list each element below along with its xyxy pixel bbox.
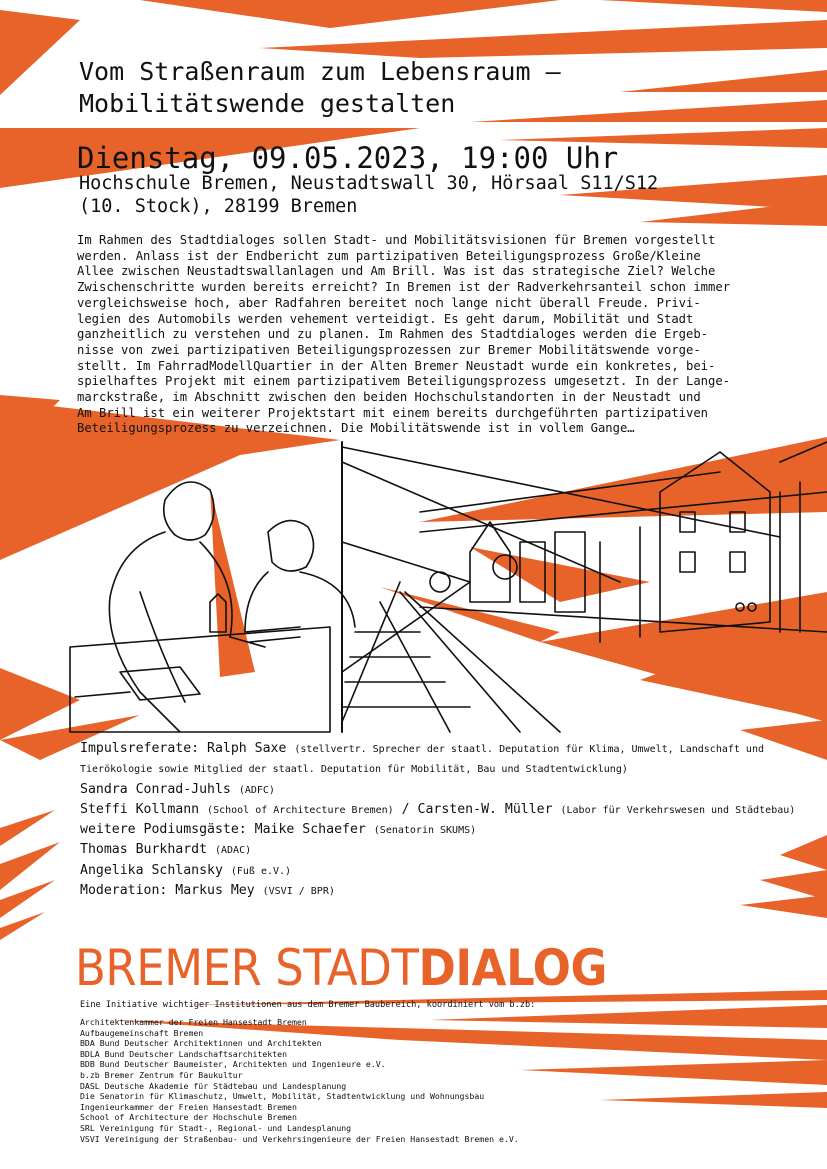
- institution-item: Die Senatorin für Klimaschutz, Umwelt, Mobilität, Stadtentwicklung und Wohnungsbau: [80, 1091, 485, 1102]
- speaker-affiliation: (ADFC): [238, 784, 275, 796]
- page-title: Vom Straßenraum zum Lebensraum – Mobilitätswende gestalten: [79, 57, 561, 118]
- intro-text: Im Rahmen des Stadtdialoges sollen Stadt- und Mobilitätsvisionen für Bremen vorgestellt werden. Anlass ist der Endbericht zum partizipativen Beteiligungsprozess Große/Kleine Allee zwischen Neustadtswallanlagen und Am Brill. Was ist das strategische Ziel? Welche Zwischenschritte wurden bereits erreicht? In Bremen ist der Radverkehrsanteil schon immer vergleichsweise hoch, aber Radfahren bereitet noch lange nicht überall Freude. Privi- legien des Automobils werden vehement verteidigt. Es geht darum, Mobilität und Stadt ganzheitlich zu verstehen und zu planen. Im Rahmen des Stadtdialoges werden die Ergeb- nisse von zwei partizipativen Beteiligungsprozessen zur Bremer Mobilitätswende vorge- stellt. Im FahrradModellQuartier in der Alten Bremer Neustadt wurde ein konkretes, bei- spielhaftes Projekt mit einem partizipativem Beteiligungsprozess umgesetzt. In der Lange- marckstraße, im Abschnitt zwischen den beiden Hochschulstandorten in der Neustadt und Am Brill ist ein weiterer Projektstart mit einem bereits durchgeführten partizipativen Beteiligungsprozess zu verzeichnen. Die Mobilitätswende ist in vollem Gange…: [77, 233, 731, 436]
- institution-item: Architektenkammer der Freien Hansestadt Bremen: [80, 1017, 307, 1027]
- light-beam-sky: [420, 437, 827, 522]
- institution-item: VSVI Vereinigung der Straßenbau- und Verkehrsingenieure der Freien Hansestadt Bremen e.V.: [80, 1133, 519, 1144]
- speaker-affiliation: (School of Architecture Bremen): [207, 804, 394, 816]
- speaker-name: Impulsreferate: Ralph Saxe: [80, 741, 287, 756]
- table-surface: [70, 627, 330, 732]
- institution-item: BDLA Bund Deutscher Landschaftsarchitekten: [80, 1048, 288, 1059]
- bremer-stadtdialog-logo: [75, 936, 607, 1000]
- speaker-entry: [80, 780, 800, 800]
- logo-part-light: BREMER STADT: [75, 939, 419, 997]
- speaker-entry: [80, 739, 800, 780]
- speaker-affiliation: (VSVI / BPR): [262, 886, 335, 898]
- institution-item: BDB Bund Deutscher Baumeister, Architekten und Ingenieure e.V.: [80, 1059, 386, 1070]
- institution-item: DASL Deutsche Akademie für Städtebau und Landesplanung: [80, 1080, 347, 1091]
- speaker-affiliation: (stellvertr. Sprecher der staatl. Deputation für Klima, Umwelt, Landschaft und Tierökologie sowie Mitglied der staatl. Deputation für Mobilität, Bau und Stadtentwicklung): [80, 744, 764, 776]
- institution-item: Ingenieurkammer der Freien Hansestadt Bremen: [80, 1101, 297, 1112]
- institution-item: Aufbaugemeinschaft Bremen: [80, 1027, 204, 1038]
- speaker-affiliation: (Labor für Verkehrswesen und Städtebau): [560, 804, 796, 816]
- event-venue: Hochschule Bremen, Neustadtswall 30, Hörsaal S11/S12 (10. Stock), 28199 Bremen: [79, 173, 659, 217]
- institution-item: b.zb Bremer Zentrum für Baukultur: [80, 1069, 243, 1080]
- speaker-name: Steffi Kollmann: [80, 801, 200, 817]
- speaker-name: weitere Podiumsgäste: Maike Schaefer: [80, 822, 366, 838]
- light-beam-left: [210, 487, 255, 677]
- speaker-name: Angelika Schlansky: [80, 862, 223, 878]
- speaker-entry: [80, 820, 800, 840]
- person-head-left: [164, 482, 214, 540]
- speaker-name: Sandra Conrad-Juhls: [80, 781, 231, 797]
- speaker-list: [80, 739, 800, 901]
- speaker-name: Carsten-W. Müller: [417, 801, 553, 817]
- speaker-separator: /: [401, 801, 410, 817]
- speaker-name: Thomas Burkhardt: [80, 842, 208, 858]
- speaker-affiliation: (Senatorin SKUMS): [373, 825, 477, 837]
- institution-list: [80, 1017, 780, 1144]
- institution-item: SRL Vereinigung für Stadt-, Regional- und Landesplanung: [80, 1122, 352, 1133]
- speaker-entry: [80, 800, 800, 820]
- person-head-right: [268, 521, 314, 571]
- logo-part-bold: DIALOG: [418, 939, 607, 997]
- speaker-affiliation: (Fuß e.V.): [230, 865, 292, 877]
- speaker-name: Moderation: Markus Mey: [80, 883, 255, 899]
- speaker-entry: [80, 881, 800, 901]
- event-date: Dienstag, 09.05.2023, 19:00 Uhr: [77, 141, 619, 175]
- speaker-entry: [80, 840, 800, 860]
- institution-item: School of Architecture der Hochschule Bremen: [80, 1112, 297, 1123]
- speaker-entry: [80, 861, 800, 881]
- street-planning-illustration: [0, 432, 827, 737]
- speaker-affiliation: (ADAC): [215, 845, 252, 857]
- institution-item: BDA Bund Deutscher Architektinnen und Architekten: [80, 1038, 322, 1049]
- initiative-line: Eine Initiative wichtiger Institutionen aus dem Bremer Baubereich, koordiniert vom b.zb:: [80, 1000, 536, 1010]
